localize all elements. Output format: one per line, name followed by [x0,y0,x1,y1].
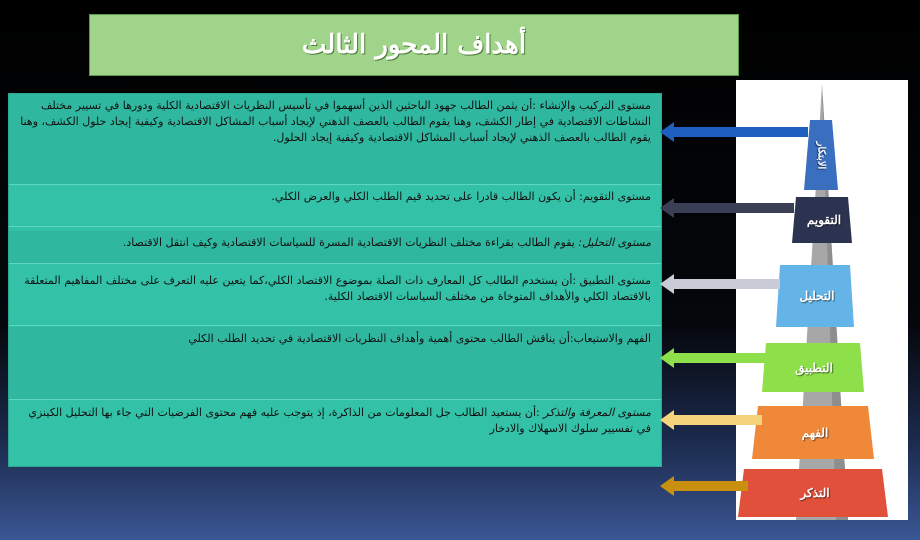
objective-knowledge [9,401,661,469]
tier-applying [766,343,862,392]
objective-application-text: مستوى التطبيق :أن يستخدم الطالب كل المعارف ذات الصلة بموضوع الاقتصاد الكلي،كما يتعين عليه التعرف على مختلف المفاهيم المتعلقة بالاقتصاد الكلي والأهداف المتوخاة من مختلف السياسات الاقتصاد الكلية. [24,274,651,303]
tier-applying-label: التطبيق [795,360,833,375]
tier-evaluating-label: التقويم [806,213,842,227]
objective-knowledge-text: :أن يستعيد الطالب جل المعلومات من الذاكرة، إذ يتوجب عليه فهم محتوى الفرضيات التي جاء بها التحليل الكينزي في تفسيير سلوك الاسهلاك والادخار [28,406,651,435]
slide-title [89,14,739,76]
tier-understanding [758,406,872,459]
tier-remembering [744,469,886,517]
arrow-creating [660,120,808,144]
objective-evaluation-text: مستوى التقويم: أن يكون الطالب قادرا على تحديد قيم الطلب الكلي والعرض الكلي. [271,190,651,203]
objectives-panel [8,93,662,467]
tier-analyzing-label: التحليل [799,289,835,303]
objective-synthesis [9,94,661,185]
objective-knowledge-label: مستوى المعرفة والتذكر [543,406,651,419]
arrow-understanding [660,408,762,432]
objective-analysis-label: مستوى التحليل: [578,236,651,249]
tier-analyzing [780,265,854,327]
tier-creating-label: الابتكار [815,141,827,169]
tier-understanding-label: الفهم [801,425,829,440]
arrow-remembering [660,474,748,498]
objective-comprehension-text: الفهم والاستيعاب:أن يناقش الطالب محتوى أهمية وأهداف النظريات الاقتصادية في تحديد الطلب الكلي [188,332,651,345]
objective-evaluation [9,185,661,227]
arrow-evaluating [660,196,794,220]
arrow-analyzing [660,272,780,296]
arrow-applying [660,346,770,370]
objective-analysis-text: يقوم الطالب بقراءة مختلف النظريات الاقتصادية المسرة للسياسات الاقتصادية وكيف انتقل الاقتصاد. [122,236,575,249]
bloom-pyramid [736,80,908,520]
objective-application [9,269,661,326]
tier-evaluating [796,197,852,243]
slide-title-text: أهداف المحور الثالث [301,30,527,60]
tier-remembering-label: التذكر [800,486,830,500]
tier-creating [804,122,838,188]
objective-comprehension [9,327,661,400]
objective-analysis [9,231,661,264]
objective-synthesis-text: مستوى التركيب والإنشاء :أن يثمن الطالب جهود الباحثين الذين أسهموا في تأسيس النظريات الاقتصادية الكلية ودورها في تسيير مختلف النشاطات الاقتصادية في إطار الكشف، وهنا يقوم الطالب بالعصف الذهني لإيجاد أسباب المشاكل الاقتصادية وكيفية إيجاد حلول الكشف، وهنا يقوم الطالب بالعصف الذهني لإيجاد أسباب المشاكل الاقتصادية وكيفية إيجاد الحلول. [20,99,651,144]
